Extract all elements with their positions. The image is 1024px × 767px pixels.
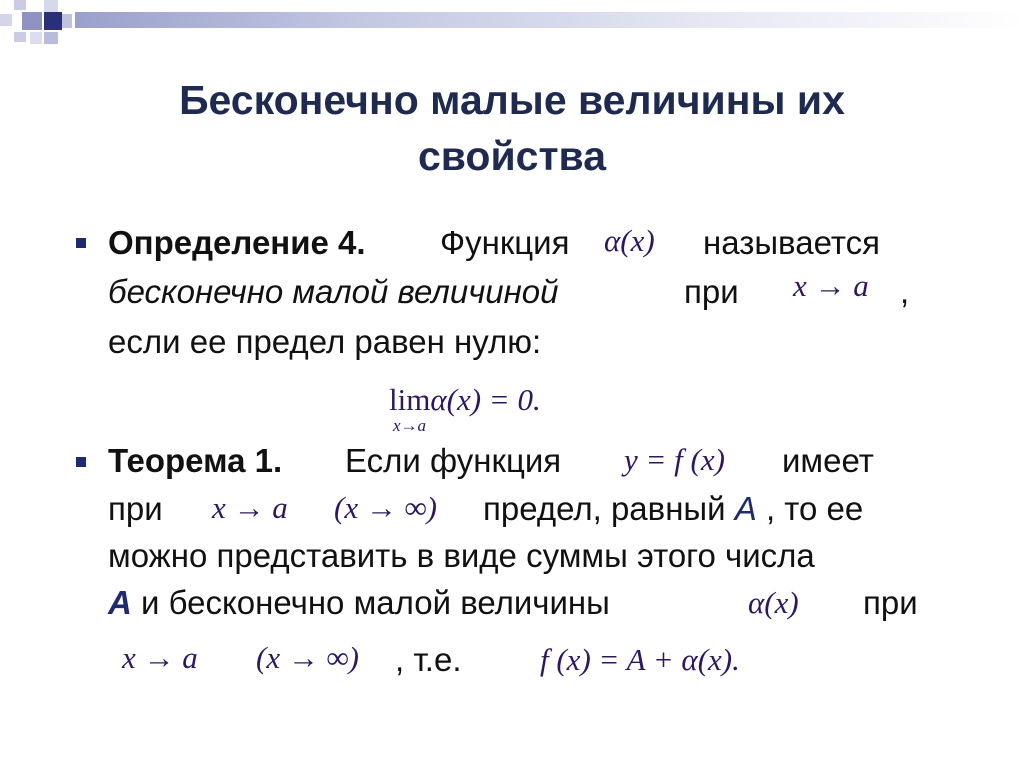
theorem-text-at-2: при: [863, 584, 918, 621]
header-gradient-band: [75, 12, 1024, 28]
formula-y-eq-fx: y = f (x): [624, 442, 725, 477]
theorem-text-limit-equal: предел, равный А , то ее: [483, 490, 864, 527]
formula-x-to-a-3: x → a: [122, 640, 198, 675]
definition-italic-term: бесконечно малой величиной: [108, 273, 559, 310]
formula-alpha-x-1: α(x): [604, 223, 655, 258]
formula-x-to-inf-1: (x → ∞): [334, 490, 438, 525]
theorem-text-if-function: Если функция: [345, 442, 562, 479]
theorem-line-4: А и бесконечно малой величины: [108, 584, 610, 621]
formula-limit-subscript: x→a: [393, 416, 427, 435]
title-line-1: Бесконечно малые величины их: [179, 77, 845, 123]
formula-x-to-inf-2: (x → ∞): [256, 640, 360, 675]
title-line-2: свойства: [417, 133, 607, 179]
definition-text-function: Функция: [440, 224, 570, 261]
formula-x-to-a-2: x → a: [212, 490, 288, 525]
theorem-text-has: имеет: [782, 442, 874, 479]
definition-text-called: называется: [703, 224, 880, 261]
definition-comma: ,: [900, 273, 910, 310]
definition-label: Определение 4.: [108, 224, 366, 261]
formula-fx-sum: f (x) = A + α(x).: [540, 642, 740, 677]
header-decoration: [0, 0, 1024, 60]
square-bullet-icon: [76, 238, 86, 248]
definition-text-at: при: [684, 273, 739, 310]
theorem-text-at: при: [108, 490, 163, 527]
definition-text-limit: если ее предел равен нулю:: [108, 323, 542, 360]
formula-limit: limα(x) = 0.: [389, 382, 541, 417]
square-bullet-icon: [76, 457, 86, 467]
theorem-text-ie: , т.е.: [395, 641, 462, 678]
formula-x-to-a-1: x → a: [793, 268, 869, 303]
slide-title: [70, 72, 954, 184]
formula-alpha-x-2: α(x): [748, 585, 799, 620]
theorem-line-3: можно представить в виде суммы этого числа: [108, 537, 815, 574]
theorem-label: Теорема 1.: [108, 442, 283, 479]
